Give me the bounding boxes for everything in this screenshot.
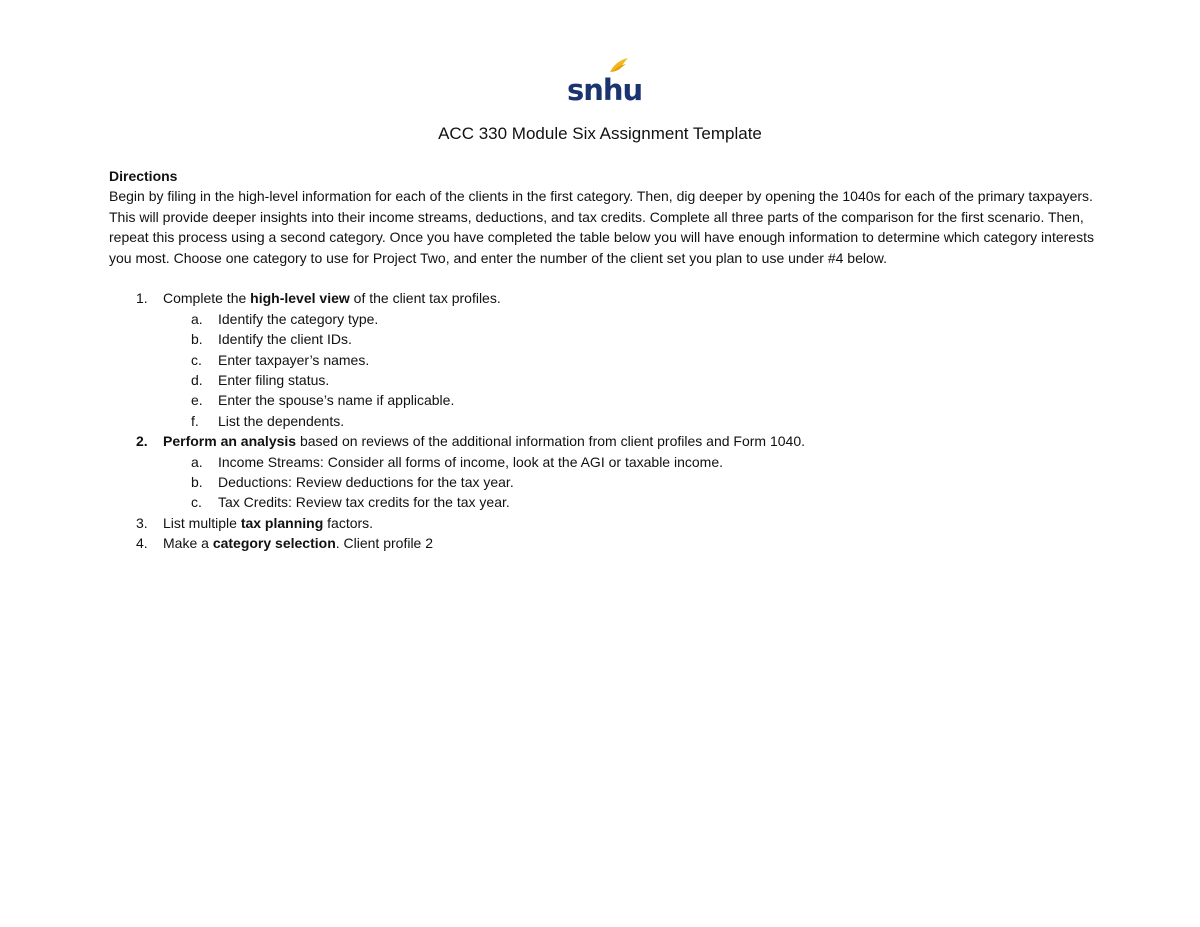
substep-text: Enter the spouse’s name if applicable. [218,392,455,409]
step-text: of the client tax profiles. [349,290,501,307]
step-number: 1. [136,290,148,307]
step-item [109,288,1099,308]
svg-text:snhu: snhu [567,73,643,107]
substeps [109,452,1099,513]
substep-letter: b. [191,331,203,348]
substep-item [109,390,1099,410]
substep-item [109,329,1099,349]
substep-item [109,452,1099,472]
substep-letter: a. [191,310,203,327]
substep-letter: c. [191,494,202,511]
substep-letter: e. [191,392,203,409]
substep-text: List the dependents. [218,412,345,429]
substep-text: Identify the category type. [218,310,379,327]
directions-heading: Directions [109,168,178,184]
substep-item [109,350,1099,370]
step-item [109,431,1099,451]
step-emphasis: high-level view [250,290,350,307]
step-emphasis: category selection [212,535,336,552]
substep-letter: f. [191,412,199,429]
step-item [109,513,1099,533]
step-text: Make a [163,535,213,552]
snhu-logo [566,56,643,107]
substep-item [109,309,1099,329]
step-text: based on reviews of the additional information from client profiles and Form 1040. [296,433,805,450]
substep-item [109,370,1099,390]
directions-text: Begin by filing in the high-level information for each of the clients in the first category. Then, dig deeper by opening the 1040s for each of the primary taxpayers. This will provide deeper insights into their income streams, deductions, and tax credits. Complete all three parts of the comparison for the first scenario. Then, repeat this process using a second category. Once you have completed the table below you will have enough information to determine which category interests you most. Choose one category to use for Project Two, and enter the number of the client set you plan to use under #4 below. [109,188,1094,266]
document-body [109,166,1099,554]
substep-letter: a. [191,453,203,470]
substep-text: Enter filing status. [218,372,330,389]
substep-letter: c. [191,351,202,368]
substeps [109,309,1099,431]
step-text: List multiple [163,514,241,531]
substep-text: Enter taxpayer’s names. [218,351,370,368]
steps-list [109,288,1099,553]
substep-text: Income Streams: Consider all forms of income, look at the AGI or taxable income. [218,453,723,470]
substep-text: Tax Credits: Review tax credits for the tax year. [218,494,510,511]
substep-letter: d. [191,372,203,389]
substep-text: Deductions: Review deductions for the tax year. [218,474,514,491]
substep-item [109,411,1099,431]
flame-icon [610,58,628,72]
substep-item [109,472,1099,492]
step-text: factors. [323,514,374,531]
step-emphasis: Perform an analysis [163,433,297,450]
substep-text: Identify the client IDs. [218,331,352,348]
step-number: 4. [136,535,148,552]
step-item [109,533,1099,553]
step-number: 2. [136,433,148,450]
step-emphasis: tax planning [240,514,324,531]
step-text: . Client profile 2 [335,535,434,552]
substep-item [109,492,1099,512]
page-title: ACC 330 Module Six Assignment Template [438,124,762,143]
step-number: 3. [136,514,148,531]
step-text: Complete the [163,290,251,307]
substep-letter: b. [191,474,203,491]
